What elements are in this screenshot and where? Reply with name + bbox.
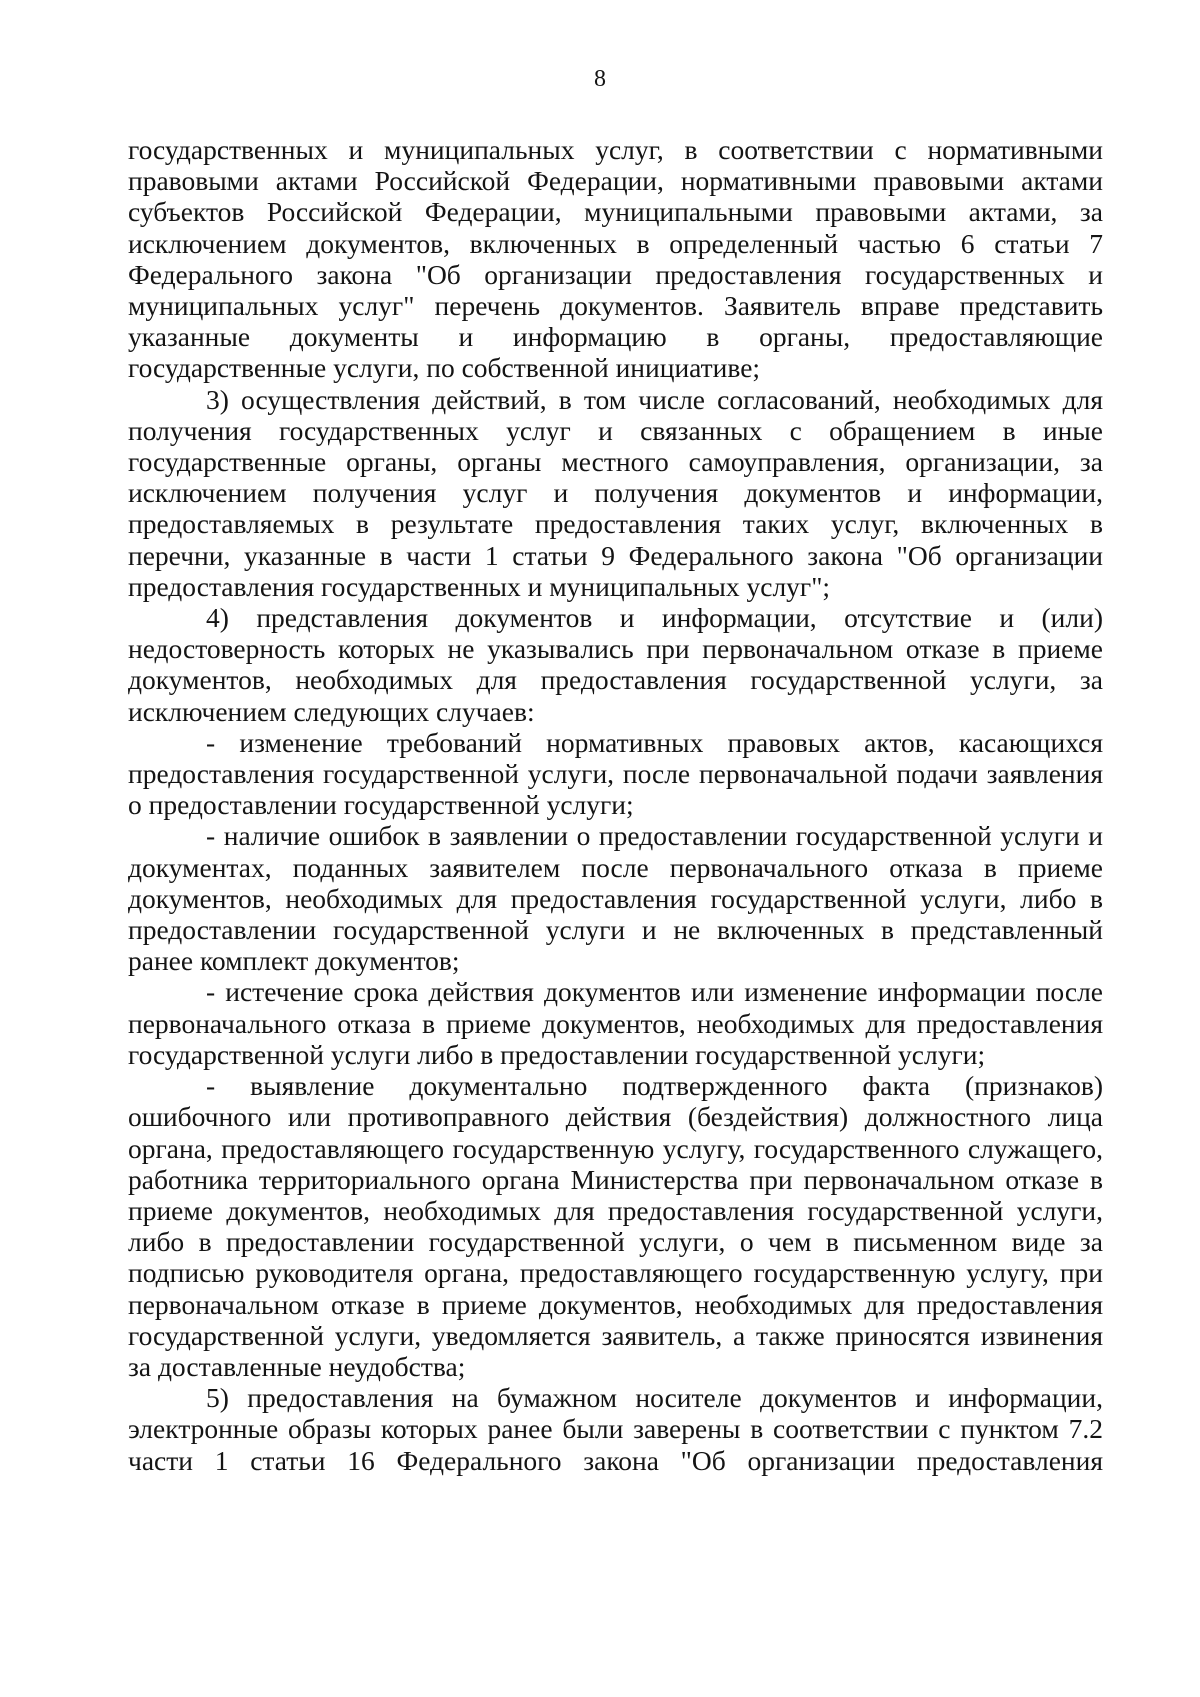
paragraph-continuation: государственных и муниципальных услуг, в соответствии с нормативными правовыми актами Российской Федерации, нормативными правовыми актами субъектов Российской Федерации, муниципальными правовыми актами, за исключением документов, включенных в определенный частью 6 статьи 7 Федерального закона "Об организации предоставления государственных и муниципальных услуг" перечень документов. Заявитель вправе представить указанные документы и информацию в органы, предоставляющие государственные услуги, по собственной инициативе; xyxy=(128,134,1103,384)
paragraph-item-4: 4) представления документов и информации, отсутствие и (или) недостоверность которых не указывались при первоначальном отказе в приеме документов, необходимых для предоставления государственной услуги, за исключением следующих случаев: xyxy=(128,602,1103,727)
document-body xyxy=(128,134,1103,1476)
paragraph-item-3: 3) осуществления действий, в том числе согласований, необходимых для получения государственных услуг и связанных с обращением в иные государственные органы, органы местного самоуправления, организации, за исключением получения услуг и получения документов и информации, предоставляемых в результате предоставления таких услуг, включенных в перечни, указанные в части 1 статьи 9 Федерального закона "Об организации предоставления государственных и муниципальных услуг"; xyxy=(128,383,1103,602)
paragraph-subitem-errors: - наличие ошибок в заявлении о предоставлении государственной услуги и документах, поданных заявителем после первоначального отказа в приеме документов, необходимых для предоставления государственной услуги, либо в предоставлении государственной услуги и не включенных в представленный ранее комплект документов; xyxy=(128,820,1103,977)
page-number: 8 xyxy=(594,66,606,92)
paragraph-subitem-misconduct: - выявление документально подтвержденного факта (признаков) ошибочного или противоправного действия (бездействия) должностного лица органа, предоставляющего государственную услугу, государственного служащего, работника территориального органа Министерства при первоначальном отказе в приеме документов, необходимых для предоставления государственной услуги, либо в предоставлении государственной услуги, о чем в письменном виде за подписью руководителя органа, предоставляющего государственную услугу, при первоначальном отказе в приеме документов, необходимых для предоставления государственной услуги, уведомляется заявитель, а также приносятся извинения за доставленные неудобства; xyxy=(128,1070,1103,1382)
paragraph-subitem-expiry: - истечение срока действия документов или изменение информации после первоначального отказа в приеме документов, необходимых для предоставления государственной услуги либо в предоставлении государственной услуги; xyxy=(128,976,1103,1070)
paragraph-item-5: 5) предоставления на бумажном носителе документов и информации, электронные образы которых ранее были заверены в соответствии с пунктом 7.2 части 1 статьи 16 Федерального закона "Об организации предоставления xyxy=(128,1382,1103,1476)
paragraph-subitem-requirements-change: - изменение требований нормативных правовых актов, касающихся предоставления государственной услуги, после первоначальной подачи заявления о предоставлении государственной услуги; xyxy=(128,726,1103,821)
